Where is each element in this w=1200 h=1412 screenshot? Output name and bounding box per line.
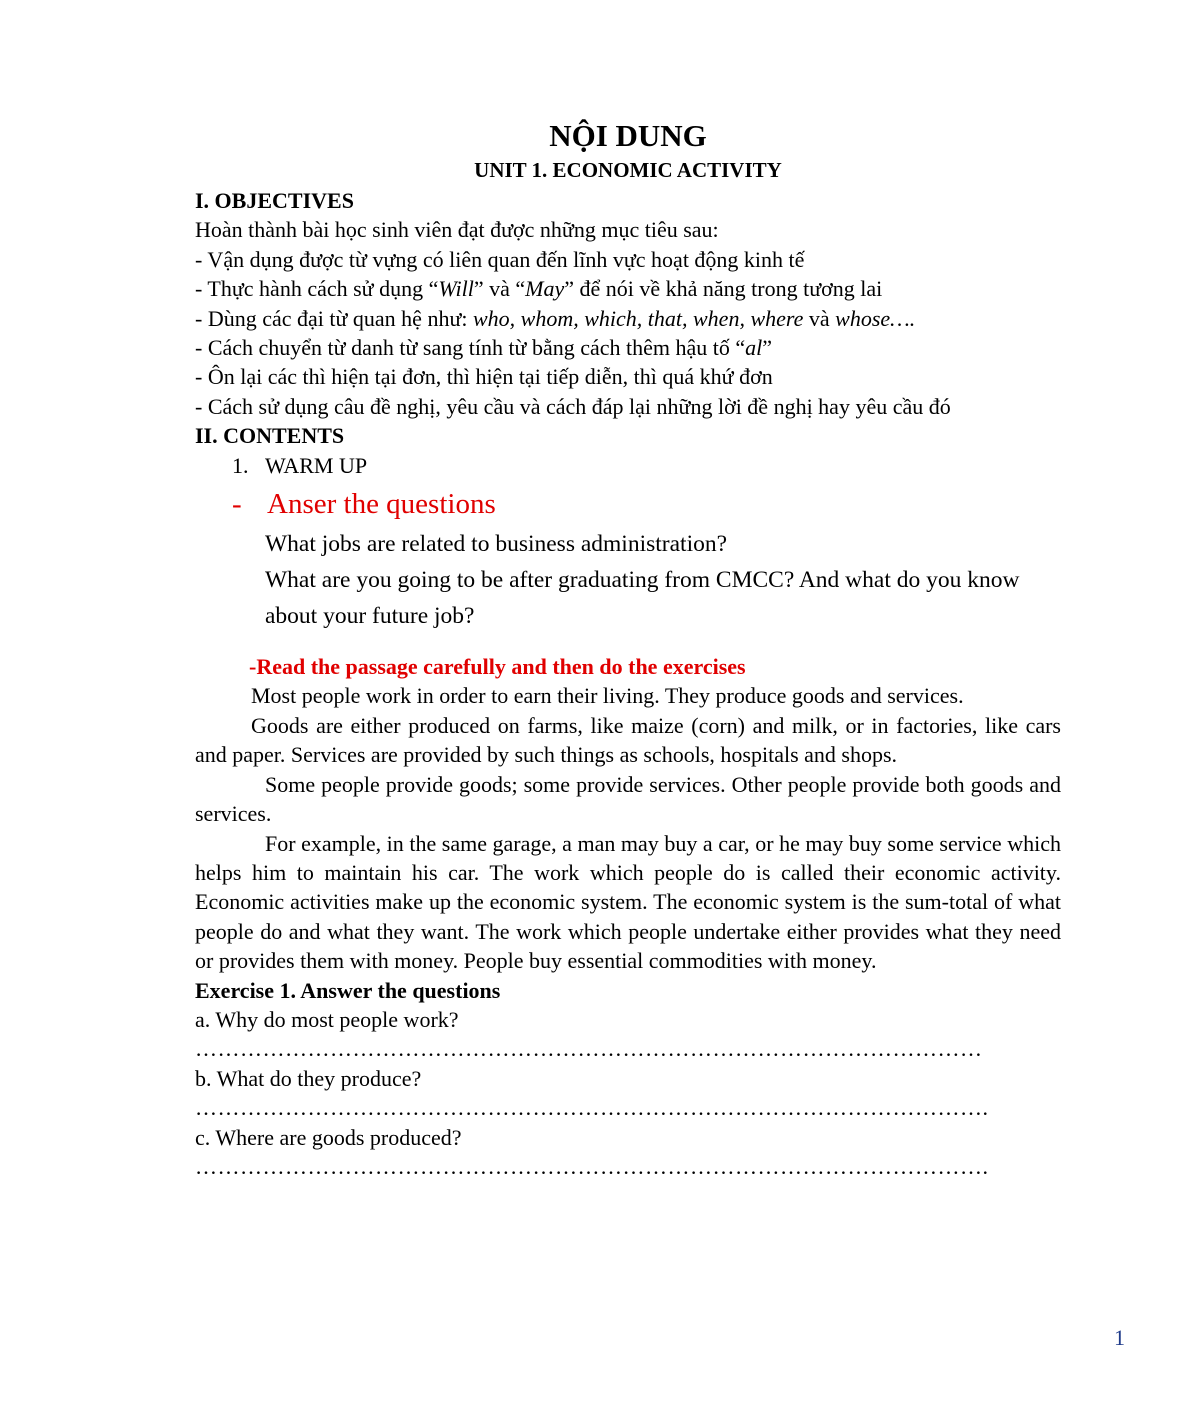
objectives-intro: Hoàn thành bài học sinh viên đạt được những mục tiêu sau: — [195, 217, 719, 243]
passage-paragraph-4: For example, in the same garage, a man may buy a car, or he may buy some service which helps him to maintain his car. The work which people do is called their economic activity. Economic activities make up the economic system. The economic system is the sum-total of what people do and what they want. The work which people undertake either provides what they need or provides them with money. People buy essential commodities with money. — [195, 830, 1061, 974]
objective-item-1: - Vận dụng được từ vựng có liên quan đến lĩnh vực hoạt động kinh tế — [195, 246, 805, 272]
objective-item-4: - Cách chuyển từ danh từ sang tính từ bằng cách thêm hậu tố “al” — [195, 335, 773, 361]
reading-instruction: -Read the passage carefully and then do the exercises — [249, 654, 746, 680]
warmup-item: 1. WARM UP — [232, 452, 368, 478]
page-content — [195, 116, 1061, 1181]
exercise-question-c: c. Where are goods produced? — [195, 1124, 462, 1150]
page-title: NỘI DUNG — [549, 118, 707, 153]
exercise-question-b: b. What do they produce? — [195, 1065, 422, 1091]
answer-questions-heading: - Anser the questions — [232, 488, 496, 521]
passage-paragraph-2: Goods are either produced on farms, like maize (corn) and milk, or in factories, like cars and paper. Services are provided by such things as schools, hospitals and shops. — [195, 712, 1061, 768]
warmup-question-2: What are you going to be after graduating from CMCC? And what do you know about your future job? — [265, 567, 1020, 630]
warmup-question-1: What jobs are related to business administration? — [265, 531, 728, 558]
page-number: 1 — [1114, 1325, 1125, 1350]
answer-line-a: …………………………………………………………………………………………… — [195, 1036, 983, 1062]
exercise-question-a: a. Why do most people work? — [195, 1006, 459, 1032]
answer-line-c: ……………………………………………………………………………………………. — [195, 1153, 989, 1179]
unit-title: UNIT 1. ECONOMIC ACTIVITY — [474, 158, 782, 182]
objective-item-3: - Dùng các đại từ quan hệ như: who, whom, which, that, when, where và whose…. — [195, 305, 916, 331]
objective-item-6: - Cách sử dụng câu đề nghị, yêu cầu và cách đáp lại những lời đề nghị hay yêu cầu đó — [195, 393, 951, 419]
objective-item-2: - Thực hành cách sử dụng “Will” và “May” để nói về khả năng trong tương lai — [195, 276, 883, 302]
passage-paragraph-3: Some people provide goods; some provide services. Other people provide both goods and services. — [195, 771, 1061, 827]
answer-line-b: ……………………………………………………………………………………………. — [195, 1095, 989, 1121]
objectives-heading: I. OBJECTIVES — [195, 188, 354, 213]
objective-item-5: - Ôn lại các thì hiện tại đơn, thì hiện tại tiếp diễn, thì quá khứ đơn — [195, 364, 773, 390]
exercise-1-heading: Exercise 1. Answer the questions — [195, 977, 501, 1003]
passage-paragraph-1: Most people work in order to earn their living. They produce goods and services. — [251, 683, 964, 709]
contents-heading: II. CONTENTS — [195, 423, 345, 449]
